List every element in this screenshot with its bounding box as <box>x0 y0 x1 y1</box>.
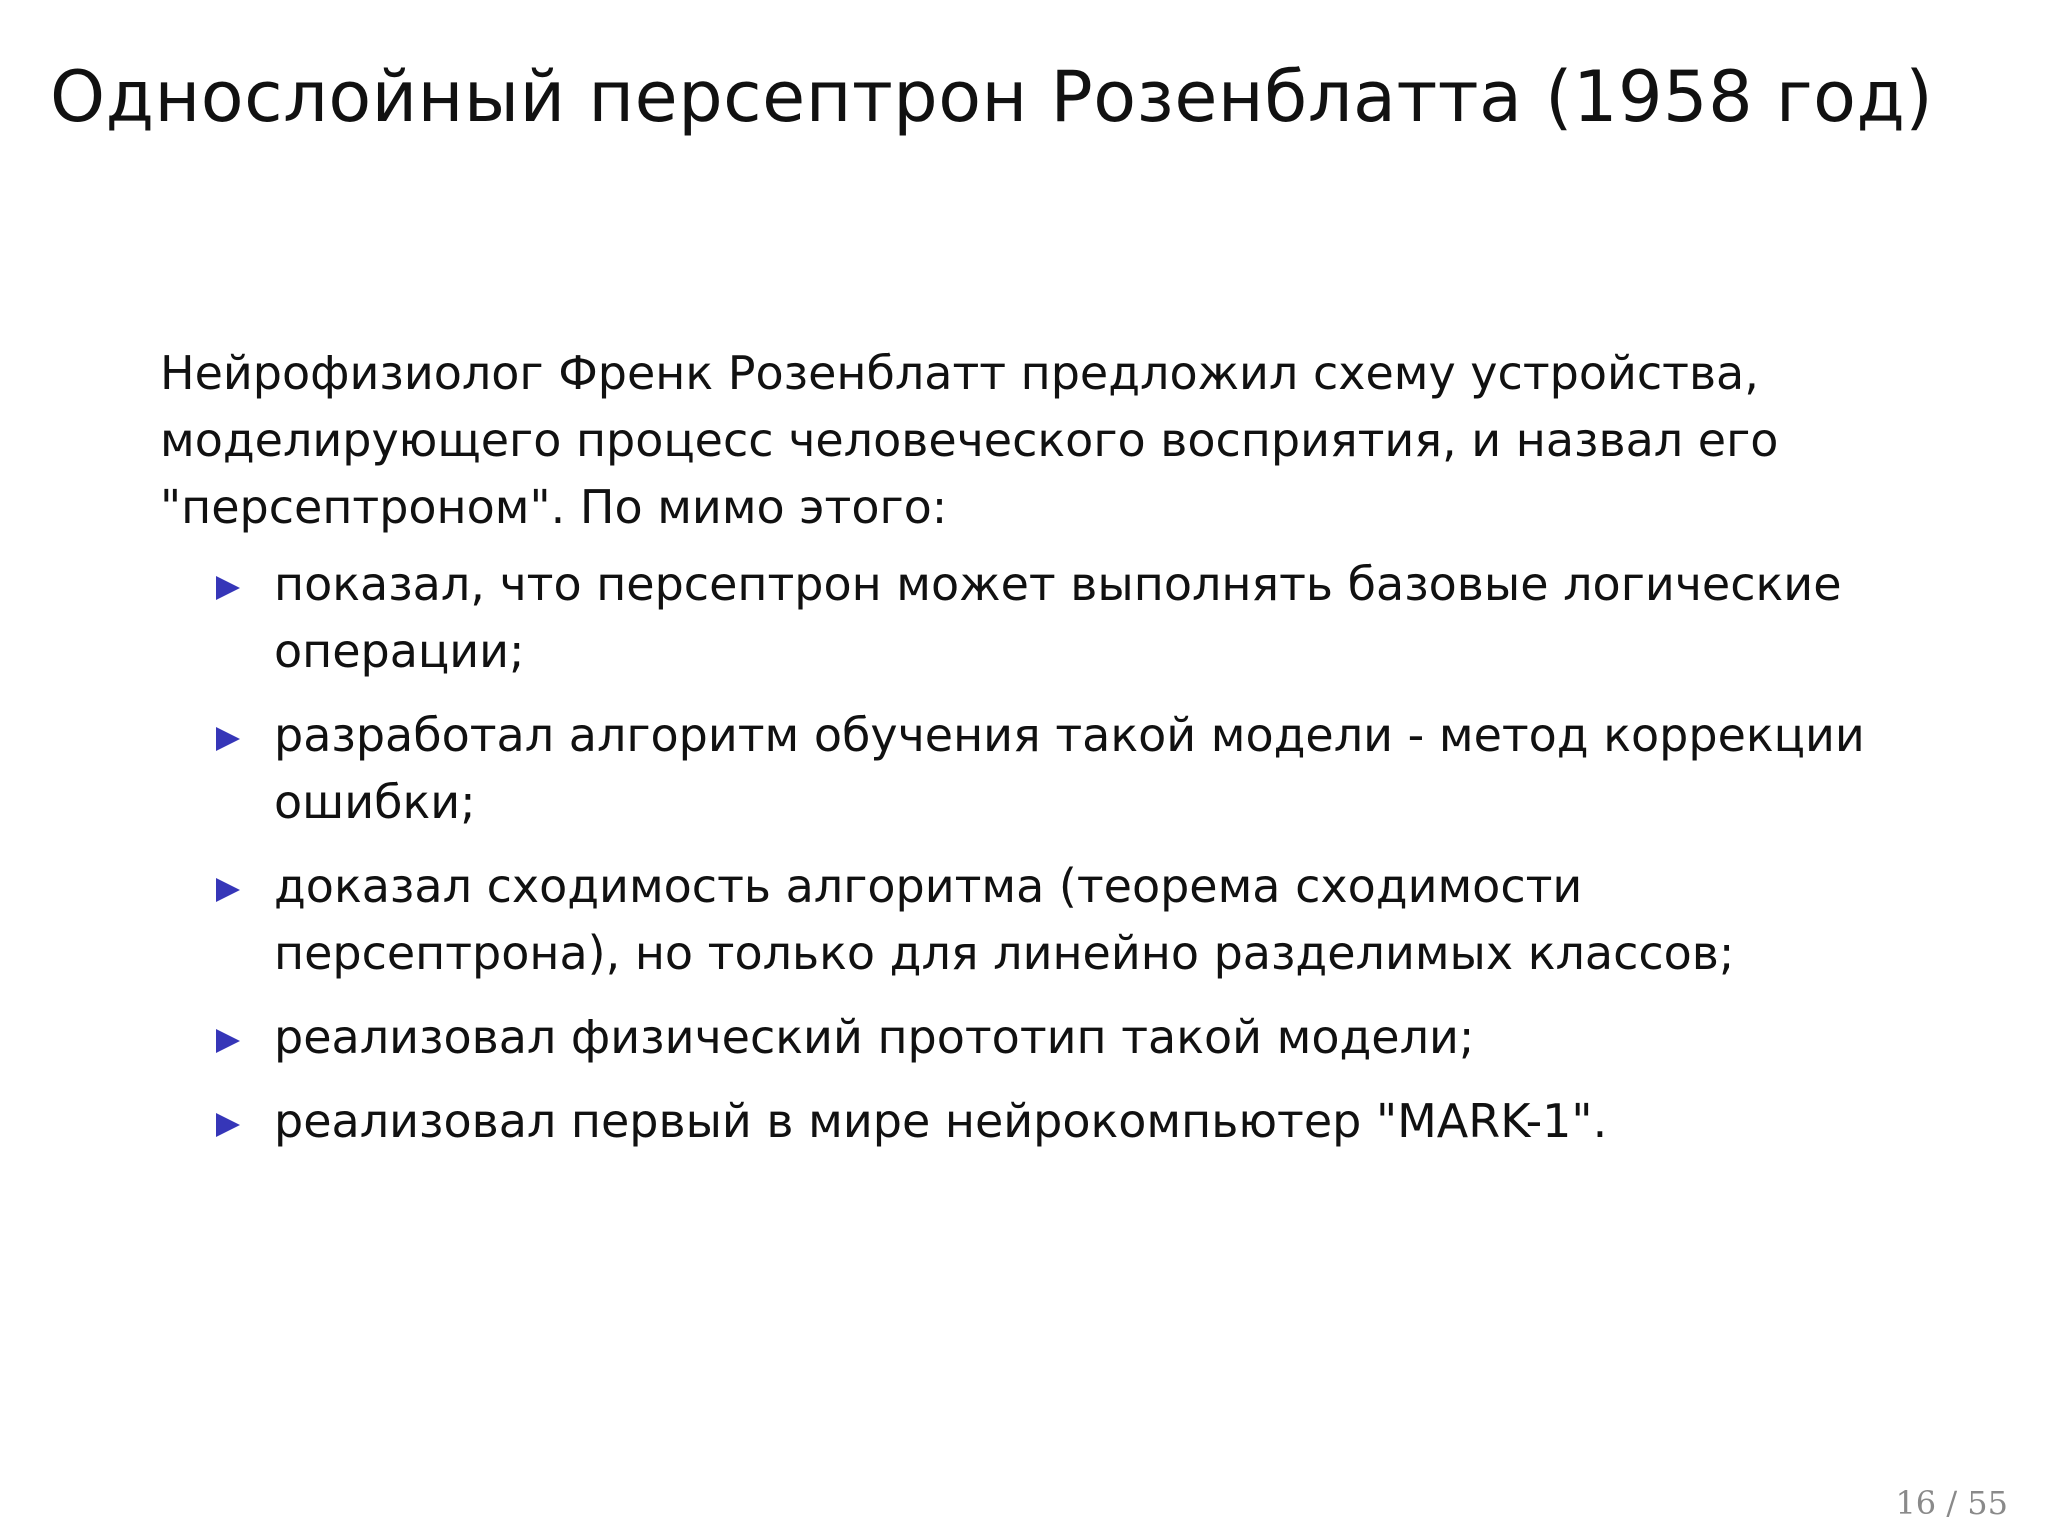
bullet-text: разработал алгоритм обучения такой модели - метод коррекции ошибки; <box>274 708 1865 829</box>
bullet-text: реализовал первый в мире нейрокомпьютер "MARK-1". <box>274 1094 1608 1148</box>
bullet-item <box>160 1004 1920 1071</box>
intro-paragraph: Нейрофизиолог Френк Розенблатт предложил схему устройства, моделирующего процесс человеческого восприятия, и назвал его "персептроном". По мимо этого: <box>160 346 1779 534</box>
triangle-right-icon <box>216 1113 240 1137</box>
triangle-right-icon <box>216 878 240 902</box>
bullet-item <box>160 1088 1920 1155</box>
bullet-item <box>160 551 1920 685</box>
triangle-right-icon <box>216 727 240 751</box>
bullet-item <box>160 853 1920 987</box>
triangle-right-icon <box>216 576 240 600</box>
slide-body <box>160 340 1920 1172</box>
bullet-item <box>160 702 1920 836</box>
bullet-text: показал, что персептрон может выполнять базовые логические операции; <box>274 557 1842 678</box>
slide-title: Однослойный персептрон Розенблатта (1958 год) <box>50 56 1934 138</box>
bullet-text: реализовал физический прототип такой модели; <box>274 1010 1475 1064</box>
triangle-right-icon <box>216 1029 240 1053</box>
page-number: 16 / 55 <box>1895 1484 2008 1522</box>
bullet-list <box>160 551 1920 1155</box>
bullet-text: доказал сходимость алгоритма (теорема сходимости персептрона), но только для линейно разделимых классов; <box>274 859 1735 980</box>
